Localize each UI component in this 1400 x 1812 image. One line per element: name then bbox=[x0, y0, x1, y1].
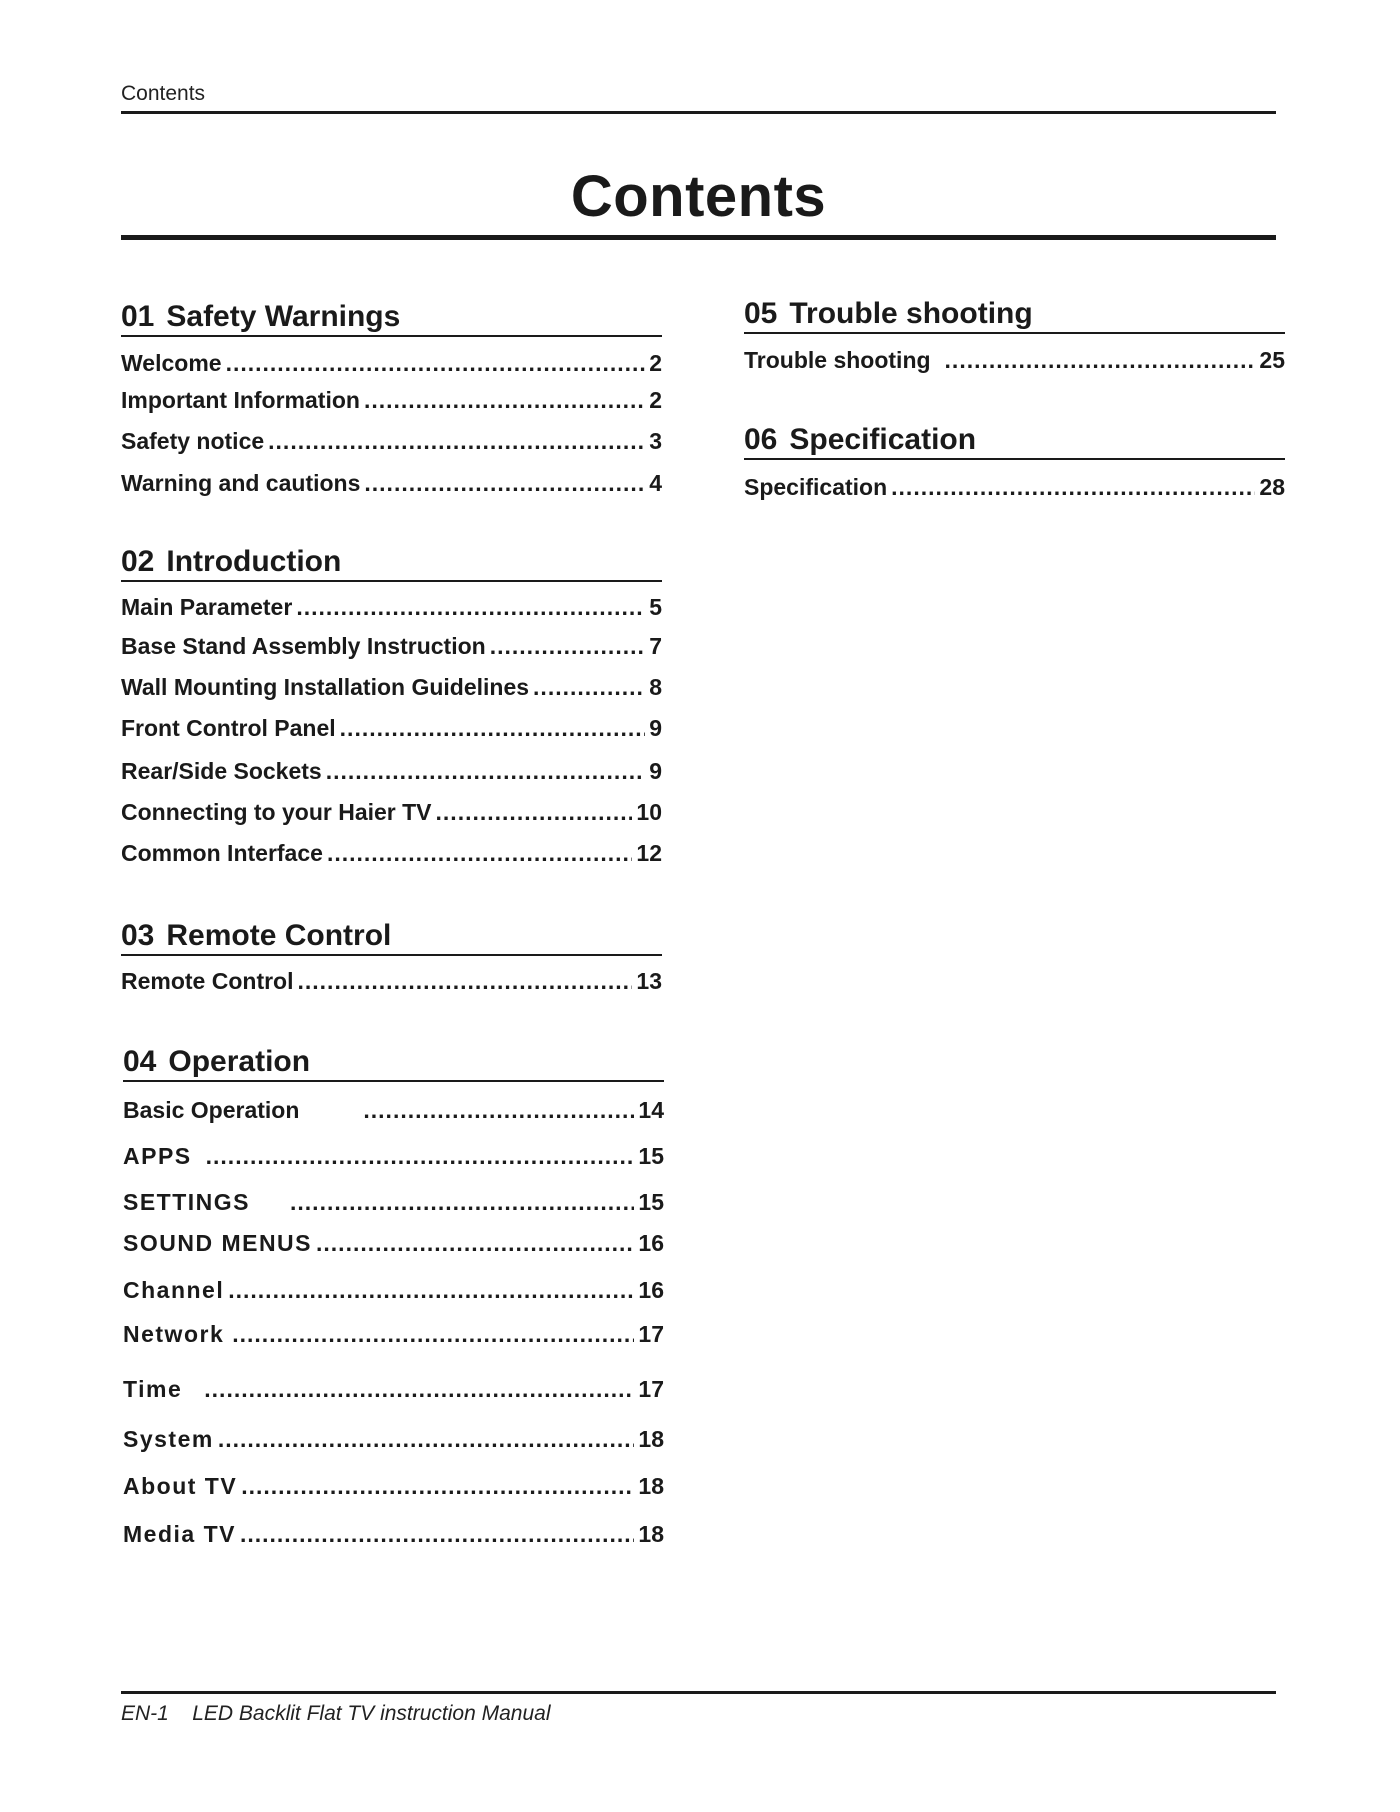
dot-leader bbox=[364, 389, 645, 412]
toc-entry-label: Rear/Side Sockets bbox=[121, 758, 322, 784]
section-heading bbox=[121, 547, 662, 582]
toc-entry[interactable] bbox=[123, 1378, 664, 1401]
toc-entry-label: Welcome bbox=[121, 350, 222, 376]
toc-entry-page: 18 bbox=[638, 1521, 664, 1547]
toc-entry-page: 3 bbox=[649, 428, 662, 454]
section-heading bbox=[744, 299, 1285, 334]
toc-entry-page: 18 bbox=[638, 1426, 664, 1452]
toc-entry-page: 14 bbox=[638, 1097, 664, 1123]
toc-entry-label: Main Parameter bbox=[121, 594, 293, 620]
toc-entry[interactable] bbox=[744, 349, 1285, 372]
dot-leader bbox=[232, 1323, 634, 1346]
toc-entry-label: Safety notice bbox=[121, 428, 265, 454]
dot-leader bbox=[316, 1232, 634, 1255]
toc-entry-label: Warning and cautions bbox=[121, 470, 361, 496]
toc-entry-page: 2 bbox=[649, 387, 662, 413]
header-divider bbox=[121, 111, 1276, 114]
toc-entry-page: 17 bbox=[638, 1376, 664, 1402]
toc-entry-page: 8 bbox=[649, 674, 662, 700]
section-heading bbox=[744, 425, 1285, 460]
toc-entry-page: 18 bbox=[638, 1473, 664, 1499]
toc-entry[interactable] bbox=[123, 1145, 664, 1168]
section-title: Operation bbox=[168, 1045, 311, 1078]
toc-entry-page: 25 bbox=[1259, 347, 1285, 373]
toc-entry-label: Media TV bbox=[123, 1521, 236, 1547]
toc-entry-label: APPS bbox=[123, 1143, 192, 1169]
toc-entry[interactable] bbox=[121, 596, 662, 619]
section-number: 06 bbox=[744, 423, 778, 456]
toc-entry[interactable] bbox=[123, 1428, 664, 1451]
toc-entry[interactable] bbox=[121, 389, 662, 412]
section-title: Remote Control bbox=[166, 919, 392, 952]
toc-entry-page: 7 bbox=[649, 633, 662, 659]
toc-entry[interactable] bbox=[123, 1099, 664, 1122]
toc-entry-page: 15 bbox=[638, 1143, 664, 1169]
toc-entry-page: 28 bbox=[1259, 474, 1285, 500]
dot-leader bbox=[241, 1475, 634, 1498]
toc-entry-page: 9 bbox=[649, 758, 662, 784]
page-footer bbox=[121, 1702, 551, 1726]
toc-entry-page: 9 bbox=[649, 715, 662, 741]
toc-entry[interactable] bbox=[123, 1523, 664, 1546]
toc-entry-page: 2 bbox=[649, 350, 662, 376]
page-title: Contents bbox=[570, 164, 827, 229]
dot-leader bbox=[363, 1099, 634, 1122]
toc-entry-page: 4 bbox=[649, 470, 662, 496]
section-title: Trouble shooting bbox=[789, 297, 1033, 330]
toc-entry[interactable] bbox=[121, 676, 662, 699]
toc-entry[interactable] bbox=[123, 1323, 664, 1346]
section-number: 05 bbox=[744, 297, 778, 330]
toc-entry[interactable] bbox=[121, 472, 662, 495]
dot-leader bbox=[364, 472, 645, 495]
running-header: Contents bbox=[121, 82, 206, 105]
toc-entry-label: Common Interface bbox=[121, 840, 323, 866]
toc-entry-label: SOUND MENUS bbox=[123, 1230, 313, 1256]
toc-entry[interactable] bbox=[121, 717, 662, 740]
toc-entry-label: Basic Operation bbox=[123, 1097, 300, 1123]
section-number: 03 bbox=[121, 919, 155, 952]
toc-entry-page: 13 bbox=[636, 968, 662, 994]
section-remote-control bbox=[121, 921, 662, 1001]
toc-entry-page: 16 bbox=[638, 1230, 664, 1256]
dot-leader bbox=[228, 1279, 634, 1302]
toc-entry-label: Important Information bbox=[121, 387, 360, 413]
section-title: Specification bbox=[789, 423, 977, 456]
toc-entry-label: System bbox=[123, 1426, 214, 1452]
toc-entry-page: 12 bbox=[636, 840, 662, 866]
toc-entry-page: 16 bbox=[638, 1277, 664, 1303]
toc-entry-label: Trouble shooting bbox=[744, 347, 931, 373]
toc-entry[interactable] bbox=[744, 476, 1285, 499]
dot-leader bbox=[206, 1145, 635, 1168]
toc-entry-label: Remote Control bbox=[121, 968, 294, 994]
section-number: 02 bbox=[121, 545, 155, 578]
dot-leader bbox=[268, 430, 645, 453]
dot-leader bbox=[891, 476, 1255, 499]
toc-entry[interactable] bbox=[123, 1232, 664, 1255]
toc-entry-label: Front Control Panel bbox=[121, 715, 336, 741]
dot-leader bbox=[327, 842, 632, 865]
toc-entry-label: About TV bbox=[123, 1473, 238, 1499]
section-heading bbox=[123, 1047, 664, 1082]
footer-manual-title: LED Backlit Flat TV instruction Manual bbox=[192, 1702, 551, 1725]
toc-entry[interactable] bbox=[121, 970, 662, 993]
toc-entry[interactable] bbox=[123, 1475, 664, 1498]
footer-page-label: EN-1 bbox=[121, 1702, 169, 1725]
dot-leader bbox=[340, 717, 646, 740]
toc-entry-page: 17 bbox=[638, 1321, 664, 1347]
section-safety-warnings bbox=[121, 302, 662, 502]
toc-entry[interactable] bbox=[121, 760, 662, 783]
section-heading bbox=[121, 921, 662, 956]
dot-leader bbox=[240, 1523, 634, 1546]
toc-entry-label: Wall Mounting Installation Guidelines bbox=[121, 674, 530, 700]
toc-entry-page: 15 bbox=[638, 1189, 664, 1215]
dot-leader bbox=[290, 1191, 634, 1214]
footer-divider bbox=[121, 1691, 1276, 1694]
section-specification bbox=[744, 425, 1285, 505]
dot-leader bbox=[533, 676, 645, 699]
section-trouble-shooting bbox=[744, 299, 1285, 379]
section-heading bbox=[121, 302, 662, 337]
section-title: Introduction bbox=[166, 545, 342, 578]
title-divider bbox=[121, 235, 1276, 240]
toc-entry[interactable] bbox=[121, 430, 662, 453]
toc-entry[interactable] bbox=[121, 635, 662, 658]
dot-leader bbox=[296, 596, 645, 619]
toc-entry[interactable] bbox=[123, 1191, 664, 1214]
section-introduction bbox=[121, 547, 662, 877]
dot-leader bbox=[204, 1378, 634, 1401]
dot-leader bbox=[436, 801, 633, 824]
dot-leader bbox=[218, 1428, 635, 1451]
dot-leader bbox=[945, 349, 1256, 372]
toc-entry[interactable] bbox=[121, 842, 662, 865]
toc-entry-label: Channel bbox=[123, 1277, 225, 1303]
toc-entry-label: SETTINGS bbox=[123, 1189, 251, 1215]
toc-entry-label: Network bbox=[123, 1321, 225, 1347]
dot-leader bbox=[326, 760, 645, 783]
section-title: Safety Warnings bbox=[166, 300, 401, 333]
toc-entry-label: Base Stand Assembly Instruction bbox=[121, 633, 486, 659]
dot-leader bbox=[226, 352, 646, 375]
toc-entry[interactable] bbox=[121, 801, 662, 824]
section-operation bbox=[123, 1047, 664, 1547]
toc-entry-label: Connecting to your Haier TV bbox=[121, 799, 432, 825]
section-number: 04 bbox=[123, 1045, 157, 1078]
toc-entry-page: 10 bbox=[636, 799, 662, 825]
section-number: 01 bbox=[121, 300, 155, 333]
dot-leader bbox=[490, 635, 646, 658]
toc-entry-label: Time bbox=[123, 1376, 183, 1402]
toc-entry-page: 5 bbox=[649, 594, 662, 620]
dot-leader bbox=[298, 970, 633, 993]
toc-entry[interactable] bbox=[123, 1279, 664, 1302]
toc-entry-label: Specification bbox=[744, 474, 888, 500]
toc-entry[interactable] bbox=[121, 352, 662, 375]
